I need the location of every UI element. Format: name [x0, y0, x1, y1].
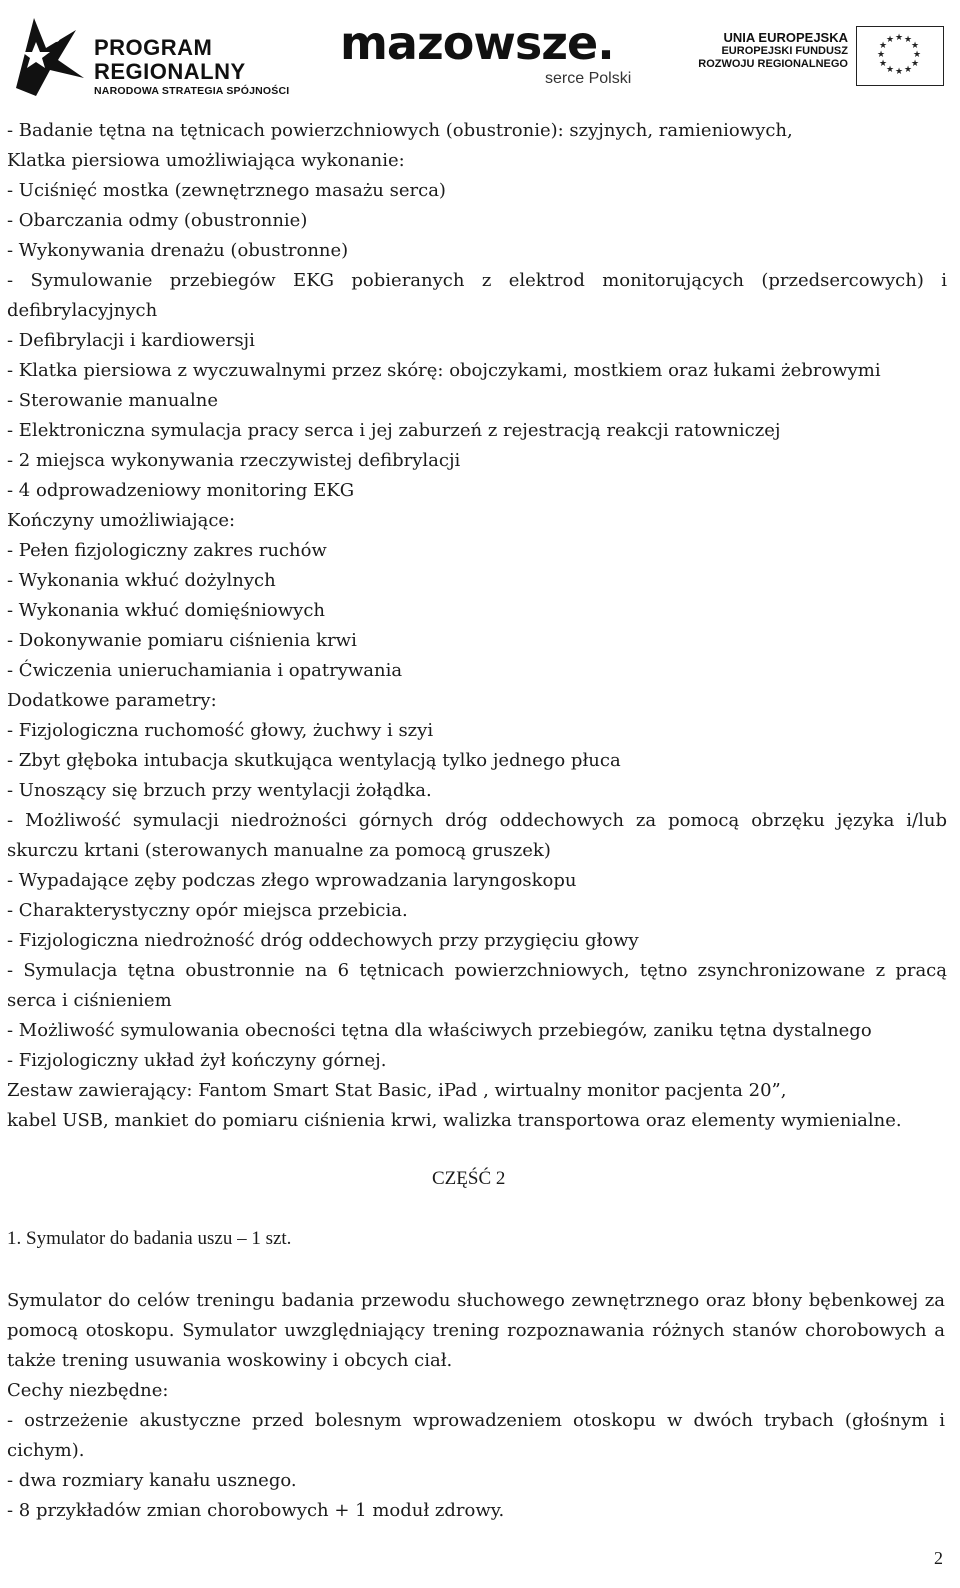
- program-regionalny-logo: [6, 8, 296, 98]
- spec-line: Kończyny umożliwiające:: [7, 510, 236, 531]
- spec-line: - 4 odprowadzeniowy monitoring EKG: [7, 480, 355, 501]
- program-line-3: NARODOWA STRATEGIA SPÓJNOŚCI: [94, 85, 290, 97]
- page-header: [0, 0, 960, 110]
- spec-line: - Zbyt głęboka intubacja skutkująca wentylacją tylko jednego płuca: [7, 750, 621, 771]
- svg-text:★: ★: [878, 59, 888, 69]
- page-number: 2: [934, 1548, 943, 1568]
- spec-line: - Ćwiczenia unieruchamiania i opatrywania: [7, 660, 403, 681]
- eu-flag-icon: [856, 26, 944, 86]
- svg-text:★: ★: [910, 41, 920, 51]
- star-burst-icon: [6, 8, 86, 98]
- spec-line: - Defibrylacji i kardiowersji: [7, 330, 255, 351]
- spec-line: Dodatkowe parametry:: [7, 690, 217, 711]
- svg-text:★: ★: [910, 59, 920, 69]
- program-line-1: PROGRAM: [94, 35, 213, 60]
- spec-line: - 2 miejsca wykonywania rzeczywistej defibrylacji: [7, 450, 461, 471]
- mazowsze-wordmark: mazowsze.: [340, 16, 614, 70]
- svg-text:★: ★: [885, 35, 895, 45]
- spec-line: kabel USB, mankiet do pomiaru ciśnienia krwi, walizka transportowa oraz elementy wymienialne.: [7, 1110, 902, 1131]
- spec-line: Zestaw zawierający: Fantom Smart Stat Basic, iPad , wirtualny monitor pacjenta 20”,: [7, 1080, 787, 1101]
- svg-text:★: ★: [903, 65, 913, 75]
- section-heading: CZĘŚĆ 2: [432, 1168, 506, 1189]
- spec-line: - Wypadające zęby podczas złego wprowadzania laryngoskopu: [7, 870, 577, 891]
- program-line-2: REGIONALNY: [94, 59, 246, 84]
- spec-line: - Obarczania odmy (obustronnie): [7, 210, 308, 231]
- spec-line: - Dokonywanie pomiaru ciśnienia krwi: [7, 630, 357, 651]
- svg-text:★: ★: [894, 33, 904, 43]
- spec-line: - dwa rozmiary kanału usznego.: [7, 1470, 297, 1491]
- svg-text:★: ★: [876, 50, 886, 60]
- spec-line: - Możliwość symulowania obecności tętna dla właściwych przebiegów, zaniku tętna dystalnego: [7, 1020, 872, 1041]
- eu-line-2: EUROPEJSKI FUNDUSZ: [721, 45, 848, 57]
- spec-line: - Elektroniczna symulacja pracy serca i jej zaburzeń z rejestracją reakcji ratowniczej: [7, 420, 781, 441]
- svg-text:★: ★: [894, 67, 904, 77]
- mazowsze-logo: [340, 16, 650, 96]
- spec-line: - Symulacja tętna obustronnie na 6 tętnicach powierzchniowych, tętno zsynchronizowane z pracą serca i ciśnieniem: [7, 960, 947, 1011]
- svg-text:★: ★: [885, 65, 895, 75]
- section2-text: [7, 1286, 945, 1526]
- item-title: 1. Symulator do badania uszu – 1 szt.: [7, 1228, 292, 1249]
- description-paragraph: Symulator do celów treningu badania przewodu słuchowego zewnętrznego oraz błony bębenkowej za pomocą otoskopu. Symulator uwzględniający trening rozpoznawania różnych stanów chorobowych a także trening usuwania woskowiny i obcych ciał.: [7, 1290, 945, 1371]
- svg-text:★: ★: [878, 41, 888, 51]
- svg-text:★: ★: [912, 50, 922, 60]
- spec-line: - Badanie tętna na tętnicach powierzchniowych (obustronie): szyjnych, ramieniowych,: [7, 120, 793, 141]
- spec-line: - Wykonania wkłuć domięśniowych: [7, 600, 326, 621]
- spec-line: - Uciśnięć mostka (zewnętrznego masażu serca): [7, 180, 446, 201]
- spec-line: - Symulowanie przebiegów EKG pobieranych z elektrod monitorujących (przedsercowych) i defibrylacyjnych: [7, 270, 947, 321]
- spec-line: Cechy niezbędne:: [7, 1380, 169, 1401]
- eu-logo: [690, 26, 952, 86]
- spec-line: - Klatka piersiowa z wyczuwalnymi przez skórę: obojczykami, mostkiem oraz łukami żebrowymi: [7, 360, 881, 381]
- spec-line: - Wykonania wkłuć dożylnych: [7, 570, 276, 591]
- spec-line: - ostrzeżenie akustyczne przed bolesnym wprowadzeniem otoskopu w dwóch trybach (głośnym i cichym).: [7, 1410, 945, 1461]
- spec-line: Klatka piersiowa umożliwiająca wykonanie:: [7, 150, 405, 171]
- spec-list: [7, 116, 947, 1136]
- spec-line: - Charakterystyczny opór miejsca przebicia.: [7, 900, 408, 921]
- spec-line: - Możliwość symulacji niedrożności górnych dróg oddechowych za pomocą obrzęku języka i/lub skurczu krtani (sterowanych manualne za pomocą gruszek): [7, 810, 947, 861]
- svg-text:★: ★: [903, 35, 913, 45]
- spec-line: - Sterowanie manualne: [7, 390, 219, 411]
- spec-line: - Unoszący się brzuch przy wentylacji żołądka.: [7, 780, 432, 801]
- spec-line: - Pełen fizjologiczny zakres ruchów: [7, 540, 327, 561]
- spec-line: - Fizjologiczna ruchomość głowy, żuchwy i szyi: [7, 720, 434, 741]
- spec-line: - Fizjologiczny układ żył kończyny górnej.: [7, 1050, 387, 1071]
- eu-line-3: ROZWOJU REGIONALNEGO: [698, 58, 848, 70]
- spec-line: - Wykonywania drenażu (obustronne): [7, 240, 349, 261]
- spec-line: - Fizjologiczna niedrożność dróg oddechowych przy przygięciu głowy: [7, 930, 639, 951]
- mazowsze-tagline: serce Polski: [545, 70, 632, 87]
- spec-line: - 8 przykładów zmian chorobowych + 1 moduł zdrowy.: [7, 1500, 505, 1521]
- eu-line-1: UNIA EUROPEJSKA: [723, 30, 848, 45]
